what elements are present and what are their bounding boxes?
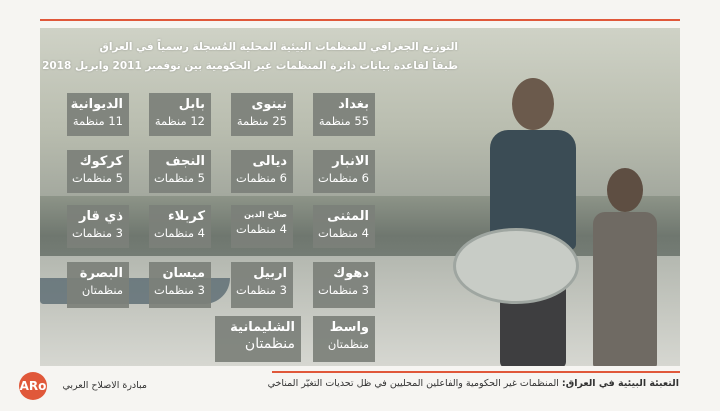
organization-count: منظمتان: [81, 283, 123, 297]
organization-count: 25 منظمة: [236, 114, 287, 128]
organization-count: 6 منظمات: [317, 171, 369, 185]
province-name: كركوك: [79, 154, 123, 169]
chart-title: التوزيع الجغرافي للمنظمات البيئية المحلية المُسجلة رسمياً في العراق: [99, 41, 458, 53]
province-tile: [67, 93, 129, 136]
organization-count: 12 منظمة: [154, 114, 205, 128]
province-tile: [313, 150, 375, 193]
province-name: ذي قار: [79, 209, 123, 224]
province-name: ميسان: [162, 266, 205, 281]
province-name: واسط: [329, 320, 369, 335]
province-name: اربيل: [253, 266, 287, 281]
bottom-accent-rule: [272, 371, 680, 373]
province-tile: [67, 262, 129, 308]
organization-count: 5 منظمات: [71, 171, 123, 185]
province-tile: [67, 150, 129, 193]
province-name: البصرة: [79, 266, 123, 281]
organization-count: 4 منظمات: [153, 226, 205, 240]
province-tile: [67, 205, 129, 248]
province-tile: [149, 262, 211, 308]
organization-count: 55 منظمة: [318, 114, 369, 128]
organization-count: 5 منظمات: [153, 171, 205, 185]
province-name: صلاح الدين: [244, 210, 287, 219]
top-accent-rule: [40, 19, 680, 21]
province-tile: [215, 316, 301, 362]
org-name: مبادرة الاصلاح العربي: [62, 380, 147, 391]
chart-subtitle: طبقاً لقاعدة بيانات دائرة المنظمات غير الحكومية بين نوفمبر 2011 وابريل 2018: [42, 60, 458, 72]
province-tile: [231, 205, 293, 248]
organization-count: 6 منظمات: [235, 171, 287, 185]
province-name: كربلاء: [167, 209, 205, 224]
photo-man-figure: [470, 58, 590, 366]
province-tile: [313, 262, 375, 308]
province-name: دهوك: [333, 266, 369, 281]
organization-count: 3 منظمات: [153, 283, 205, 297]
organization-count: 4 منظمات: [317, 226, 369, 240]
organization-count: 4 منظمات: [235, 222, 287, 236]
province-tile: [231, 150, 293, 193]
caption-rest: المنظمات غير الحكومية والفاعلين المحليين في ظل تحديات التغيّر المناخي: [267, 378, 562, 389]
province-tile: [149, 93, 211, 136]
province-tile: [231, 93, 293, 136]
province-name: الديوانية: [70, 97, 123, 112]
province-name: بابل: [178, 97, 205, 112]
province-name: الانبار: [332, 154, 369, 169]
report-caption: [249, 377, 679, 390]
province-name: بغداد: [338, 97, 369, 112]
organization-count: 3 منظمات: [317, 283, 369, 297]
organization-count: منظمتان: [327, 337, 369, 351]
province-tile: [313, 205, 375, 248]
caption-bold: التعبئة البيئية في العراق:: [561, 378, 679, 389]
province-name: نينوى: [251, 97, 287, 112]
organization-count: 11 منظمة: [72, 114, 123, 128]
province-tile: [149, 205, 211, 248]
province-name: المثنى: [327, 209, 369, 224]
photo-child-figure: [585, 168, 665, 366]
province-name: ديالى: [252, 154, 287, 169]
province-name: الشليمانية: [230, 320, 295, 335]
photo-fish-basin: [453, 228, 579, 304]
province-name: النجف: [165, 154, 205, 169]
organization-count: 3 منظمات: [71, 226, 123, 240]
province-tile: [231, 262, 293, 308]
province-tile: [313, 316, 375, 362]
organization-count: 3 منظمات: [235, 283, 287, 297]
arab-reform-logo: ARo: [19, 372, 47, 400]
province-tile: [313, 93, 375, 136]
province-tile: [149, 150, 211, 193]
organization-count: منظمتان: [244, 336, 295, 352]
